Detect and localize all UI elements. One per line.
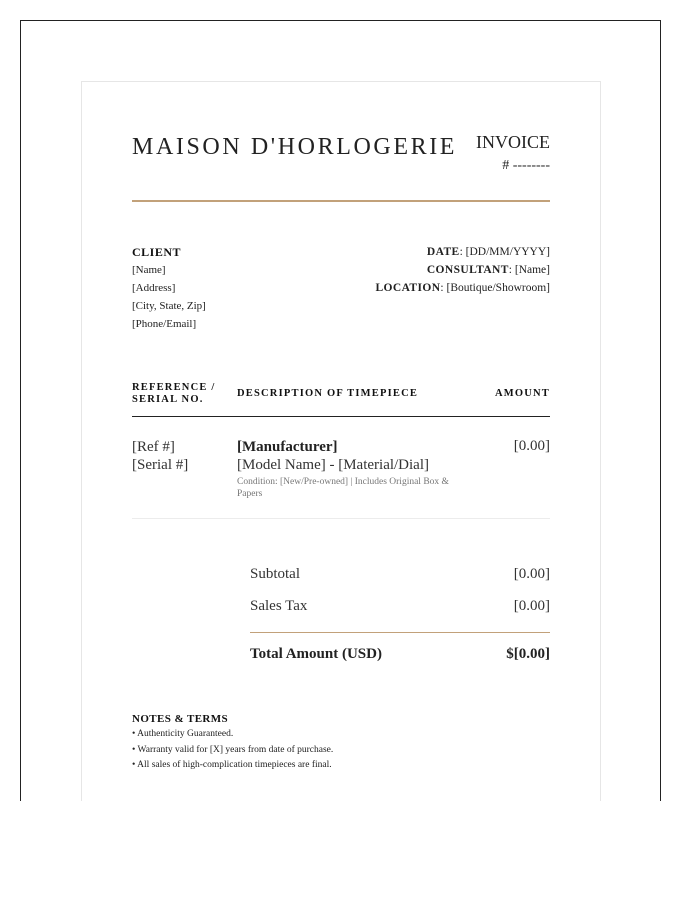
notes-section bbox=[132, 711, 333, 774]
date-line bbox=[330, 243, 550, 261]
column-header-reference-line2: SERIAL NO. bbox=[132, 394, 204, 405]
consultant-label: CONSULTANT bbox=[426, 264, 509, 276]
sales-tax-value: [0.00] bbox=[513, 598, 550, 614]
note-line: • Warranty valid for [X] years from date of purchase. bbox=[132, 744, 334, 755]
table-row-reference bbox=[132, 438, 188, 474]
column-header-reference-line1: REFERENCE / bbox=[132, 382, 216, 393]
subtotal-label: Subtotal bbox=[250, 566, 301, 582]
condition-note: Condition: [New/Pre-owned] | Includes Original Box & Papers bbox=[237, 477, 449, 499]
ref-number: [Ref #] bbox=[132, 439, 175, 455]
total-amount-label: Total Amount (USD) bbox=[250, 646, 382, 662]
client-contact: [Phone/Email] bbox=[132, 318, 197, 330]
invoice-meta bbox=[330, 243, 550, 297]
invoice-number: # -------- bbox=[502, 158, 550, 173]
serial-number: [Serial #] bbox=[132, 457, 189, 473]
manufacturer: [Manufacturer] bbox=[237, 439, 338, 455]
consultant-line bbox=[330, 261, 550, 279]
header-divider bbox=[132, 200, 550, 202]
row-divider bbox=[132, 518, 550, 519]
column-header-description: DESCRIPTION OF TIMEPIECE bbox=[237, 388, 419, 399]
location-value: : [Boutique/Showroom] bbox=[440, 282, 550, 294]
table-header-divider bbox=[132, 416, 550, 417]
column-header-amount: AMOUNT bbox=[494, 388, 550, 399]
client-name: [Name] bbox=[132, 264, 166, 276]
subtotal-value: [0.00] bbox=[513, 566, 550, 582]
row-amount: [0.00] bbox=[513, 438, 550, 454]
column-header-reference bbox=[132, 382, 216, 406]
date-value: : [DD/MM/YYYY] bbox=[459, 246, 550, 258]
consultant-value: : [Name] bbox=[508, 264, 550, 276]
location-label: LOCATION bbox=[375, 282, 441, 294]
notes-title: NOTES & TERMS bbox=[132, 713, 229, 725]
table-row-description bbox=[237, 438, 467, 500]
invoice-title: INVOICE bbox=[476, 132, 550, 152]
client-label: CLIENT bbox=[132, 245, 182, 259]
client-address: [Address] bbox=[132, 282, 176, 294]
client-city: [City, State, Zip] bbox=[132, 300, 206, 312]
location-line bbox=[330, 279, 550, 297]
note-line: • Authenticity Guaranteed. bbox=[132, 729, 234, 739]
sales-tax-label: Sales Tax bbox=[250, 598, 308, 614]
date-label: DATE bbox=[426, 246, 460, 258]
model-name: [Model Name] - [Material/Dial] bbox=[237, 457, 430, 473]
client-block bbox=[132, 243, 206, 333]
totals-divider bbox=[250, 632, 550, 633]
note-line: • All sales of high-complication timepieces are final. bbox=[132, 760, 332, 770]
brand-title: MAISON D'HORLOGERIE bbox=[132, 134, 458, 160]
total-amount-value: $[0.00] bbox=[506, 646, 550, 662]
